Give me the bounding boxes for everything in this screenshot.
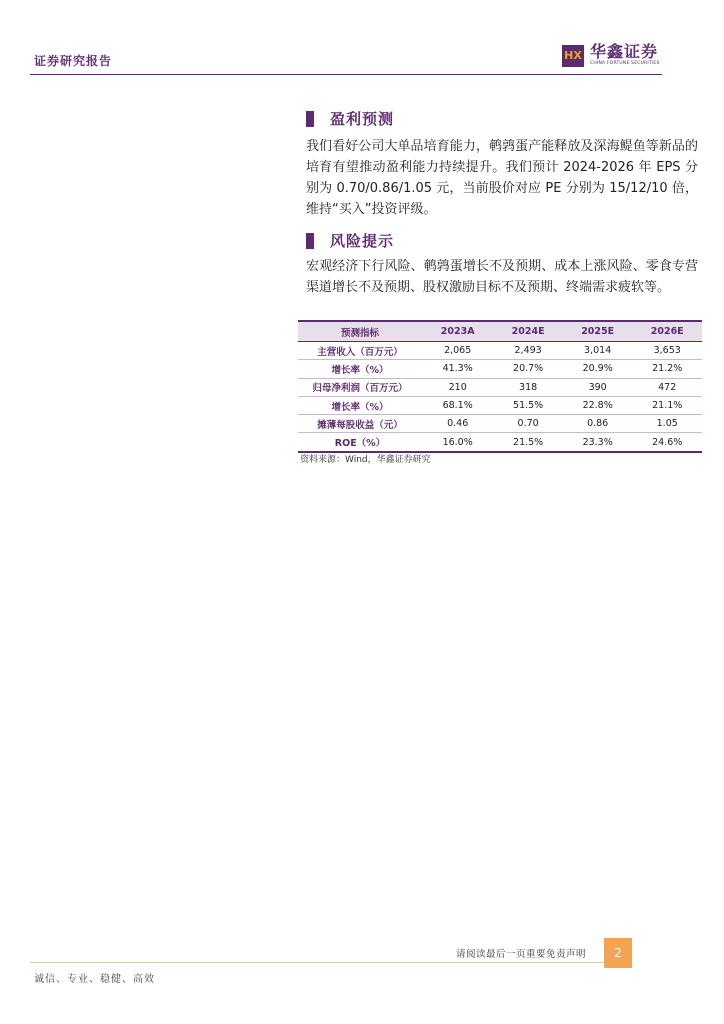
table-cell: 472 [632, 378, 702, 396]
row-label: 归母净利润（百万元） [298, 378, 422, 396]
table-cell: 23.3% [563, 433, 633, 452]
table-cell: 2,065 [422, 342, 493, 360]
table-cell: 16.0% [422, 433, 493, 452]
row-label: 主营收入（百万元） [298, 342, 422, 360]
footer-motto: 诚信、专业、稳健、高效 [34, 974, 155, 985]
table-cell: 0.86 [563, 415, 633, 433]
section-bar-marker [306, 233, 314, 249]
table-cell: 390 [563, 378, 633, 396]
page-number-badge: 2 [604, 938, 632, 968]
section-bar-marker [306, 111, 314, 127]
table-row [298, 396, 702, 414]
section-title: 风险提示 [330, 232, 395, 250]
table-row [298, 378, 702, 396]
forecast-table [298, 320, 702, 453]
row-label: 增长率（%） [298, 360, 422, 378]
table-row [298, 342, 702, 360]
table-header-cell: 2025E [563, 321, 633, 342]
table-cell: 22.8% [563, 396, 633, 414]
report-type-label: 证券研究报告 [34, 54, 113, 68]
row-label: ROE（%） [298, 433, 422, 452]
table-source-note: 资料来源：Wind，华鑫证券研究 [300, 455, 431, 465]
earnings-forecast-paragraph: 我们看好公司大单品培育能力，鹌鹑蛋产能释放及深海鳀鱼等新品的培育有望推动盈利能力持续提升。我们预计 2024-2026 年 EPS 分别为 0.70/0.86/1.05 元，当前股价对应 PE 分别为 15/12/10 倍，维持“买入”投资评级。 [306, 139, 698, 217]
table-cell: 21.2% [632, 360, 702, 378]
table-cell: 20.7% [493, 360, 563, 378]
table-cell: 0.46 [422, 415, 493, 433]
table-cell: 21.5% [493, 433, 563, 452]
table-cell: 20.9% [563, 360, 633, 378]
table-cell: 1.05 [632, 415, 702, 433]
table-cell: 3,014 [563, 342, 633, 360]
row-label: 摊薄每股收益（元） [298, 415, 422, 433]
logo-mark-icon: HX [562, 45, 584, 67]
section-title: 盈利预测 [330, 110, 395, 128]
logo-name-cn: 华鑫证券 [590, 42, 659, 61]
table-cell: 68.1% [422, 396, 493, 414]
disclaimer-notice: 请阅读最后一页重要免责声明 [456, 949, 587, 960]
table-header-cell: 2024E [493, 321, 563, 342]
table-cell: 21.1% [632, 396, 702, 414]
row-label: 增长率（%） [298, 396, 422, 414]
header-divider [30, 74, 662, 75]
table-header-cell: 2023A [422, 321, 493, 342]
table-cell: 51.5% [493, 396, 563, 414]
table-cell: 41.3% [422, 360, 493, 378]
risk-warning-paragraph: 宏观经济下行风险、鹌鹑蛋增长不及预期、成本上涨风险、零食专营渠道增长不及预期、股权激励目标不及预期、终端需求疲软等。 [306, 259, 698, 295]
table-header-row [298, 321, 702, 342]
section-heading-risk [306, 230, 394, 251]
table-row [298, 433, 702, 452]
table-cell: 3,653 [632, 342, 702, 360]
table-row [298, 360, 702, 378]
footer-divider [30, 962, 604, 963]
logo-name-en: CHINA FORTUNE SECURITIES [590, 61, 660, 66]
table-cell: 210 [422, 378, 493, 396]
table-cell: 0.70 [493, 415, 563, 433]
table-header-cell: 2026E [632, 321, 702, 342]
table-cell: 318 [493, 378, 563, 396]
company-logo [562, 44, 660, 67]
table-row [298, 415, 702, 433]
table-cell: 24.6% [632, 433, 702, 452]
table-header-cell: 预测指标 [298, 321, 422, 342]
table-cell: 2,493 [493, 342, 563, 360]
section-heading-earnings [306, 108, 394, 129]
